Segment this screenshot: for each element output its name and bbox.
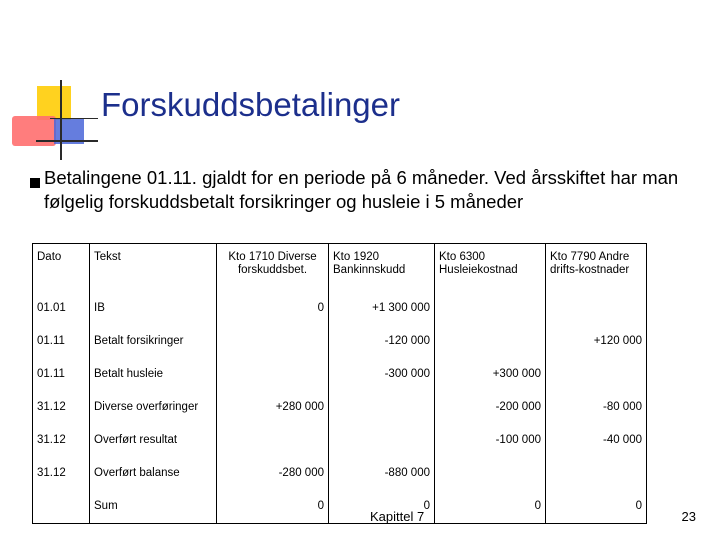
amount-cell: -200 000 bbox=[435, 394, 546, 427]
date-cell: 01.01 bbox=[33, 295, 90, 328]
table-row bbox=[33, 460, 647, 493]
amount-cell: -880 000 bbox=[329, 460, 435, 493]
text-cell: Diverse overføringer bbox=[90, 394, 217, 427]
chapter-label: Kapittel 7 bbox=[370, 509, 425, 524]
amount-cell: -100 000 bbox=[435, 427, 546, 460]
amount-cell: -40 000 bbox=[546, 427, 647, 460]
text-cell: Overført balanse bbox=[90, 460, 217, 493]
text-cell: Overført resultat bbox=[90, 427, 217, 460]
sum-cell: 0 bbox=[435, 493, 546, 524]
horizontal-line-shape bbox=[36, 140, 98, 142]
date-cell bbox=[33, 493, 90, 524]
slide-title: Forskuddsbetalinger bbox=[101, 86, 400, 123]
date-cell: 31.12 bbox=[33, 394, 90, 427]
header-cell: Kto 1710 Diverse forskuddsbet. bbox=[217, 244, 329, 296]
amount-cell bbox=[435, 295, 546, 328]
sum-cell: 0 bbox=[217, 493, 329, 524]
table-row bbox=[33, 295, 647, 328]
text-cell: IB bbox=[90, 295, 217, 328]
header-cell: Kto 6300 Husleiekostnad bbox=[435, 244, 546, 296]
yellow-square-shape bbox=[37, 86, 71, 120]
date-cell: 01.11 bbox=[33, 361, 90, 394]
table-row bbox=[33, 427, 647, 460]
sum-row bbox=[33, 493, 647, 524]
amount-cell bbox=[546, 295, 647, 328]
amount-cell: +1 300 000 bbox=[329, 295, 435, 328]
table-row bbox=[33, 328, 647, 361]
amount-cell bbox=[217, 328, 329, 361]
amount-cell bbox=[217, 427, 329, 460]
table-row bbox=[33, 394, 647, 427]
amount-cell: -80 000 bbox=[546, 394, 647, 427]
header-cell: Kto 7790 Andre drifts-kostnader bbox=[546, 244, 647, 296]
date-cell: 31.12 bbox=[33, 460, 90, 493]
table-row bbox=[33, 361, 647, 394]
page-number: 23 bbox=[681, 509, 696, 524]
text-cell: Betalt forsikringer bbox=[90, 328, 217, 361]
amount-cell bbox=[329, 394, 435, 427]
header-cell: Tekst bbox=[90, 244, 217, 296]
date-cell: 31.12 bbox=[33, 427, 90, 460]
amount-cell bbox=[435, 460, 546, 493]
bullet-square-icon bbox=[30, 178, 40, 188]
text-cell: Betalt husleie bbox=[90, 361, 217, 394]
amount-cell: +120 000 bbox=[546, 328, 647, 361]
table-header-row bbox=[33, 244, 647, 296]
amount-cell bbox=[546, 460, 647, 493]
horizontal-line-shape-2 bbox=[50, 118, 98, 119]
sum-cell: 0 bbox=[546, 493, 647, 524]
date-cell: 01.11 bbox=[33, 328, 90, 361]
amount-cell bbox=[546, 361, 647, 394]
amount-cell: +280 000 bbox=[217, 394, 329, 427]
amount-cell: +300 000 bbox=[435, 361, 546, 394]
ledger-table bbox=[32, 243, 647, 524]
decorative-logo bbox=[0, 0, 110, 170]
amount-cell bbox=[329, 427, 435, 460]
amount-cell bbox=[435, 328, 546, 361]
amount-cell bbox=[217, 361, 329, 394]
intro-text: Betalingene 01.11. gjaldt for en periode på 6 måneder. Ved årsskiftet har man følgelig forskuddsbetalt forsikringer og husleie i 5 måneder bbox=[44, 167, 679, 212]
amount-cell: -300 000 bbox=[329, 361, 435, 394]
text-cell: Sum bbox=[90, 493, 217, 524]
amount-cell: -120 000 bbox=[329, 328, 435, 361]
amount-cell: 0 bbox=[217, 295, 329, 328]
sum-cell: 0 bbox=[329, 493, 435, 524]
amount-cell: -280 000 bbox=[217, 460, 329, 493]
vertical-line-shape bbox=[60, 80, 62, 160]
header-cell: Dato bbox=[33, 244, 90, 296]
header-cell: Kto 1920 Bankinnskudd bbox=[329, 244, 435, 296]
